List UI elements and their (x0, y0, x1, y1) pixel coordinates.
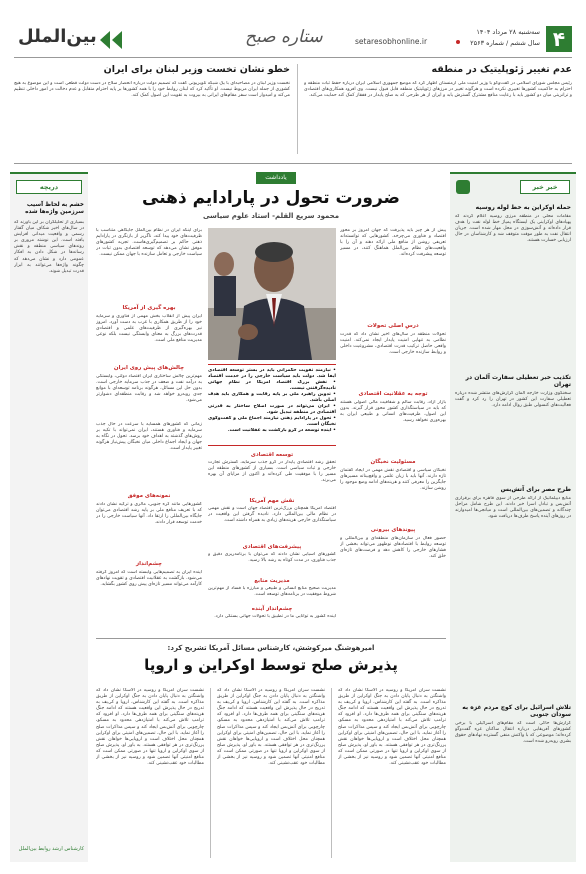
right-sidebar (450, 172, 576, 862)
sidebar-item-body: منابع دیپلماتیک از ارائه طرحی از سوی قاهره برای برقراری آتش‌بس و تبادل اسرا خبر دادند. این طرح شامل مراحل چندگانه و تضمین‌های بین‌المللی است و میانجی‌ها امیدوارند در روزهای آینده پاسخ طرف‌ها دریافت شود. (455, 496, 571, 520)
paragraph: ایران پیش از انقلاب بخش مهمی از فناوری و سرمایه خود را از طریق همکاری با غرب به دست آورد. امروز نیز بهره‌گیری از ظرفیت‌های علمی و اقتصادی قدرت‌های بزرگ به معنای وابستگی نیست بلکه نوعی مدیریت منافع ملی است. (96, 314, 202, 344)
column-divider (331, 688, 332, 858)
subheading: مسئولیت نخبگان (370, 459, 416, 465)
subheading: توسعه اقتصادی (250, 452, 294, 458)
subheading: مدیریت منابع (254, 578, 290, 584)
paragraph: اقتصاد آمریکا همچنان بزرگ‌ترین اقتصاد جهان است و نقش مهمی در نظام مالی بین‌المللی دارد. نادیده گرفتن این واقعیت در سیاستگذاری خارجی هزینه‌های زیادی به همراه داشته است. (208, 506, 336, 524)
column-lower-left (96, 422, 202, 628)
bottom-divider (96, 638, 446, 639)
subheading: نقش مهم آمریکا (249, 498, 295, 504)
sidebar-title: خشم به لحاظ آسیب سرزمین واژه‌ها شده (25, 202, 84, 215)
sidebar-author: کارشناس ارشد روابط بین‌الملل (18, 846, 84, 852)
site-dot-icon (456, 40, 460, 44)
sidebar-item (455, 374, 571, 481)
sidebar-item-title: حمله اوکراین به خط لوله روسیه (475, 204, 571, 211)
bottom-headline: پذیرش صلح توسط اوکراین و اروپا (144, 656, 398, 674)
column-divider (297, 64, 298, 154)
subheading: چشم‌انداز (135, 561, 163, 567)
subheading: نمونه‌های موفق (127, 493, 171, 499)
section-divider (14, 163, 572, 164)
header-divider (14, 57, 572, 58)
sidebar-item (455, 486, 571, 696)
sidebar-item (455, 704, 571, 861)
bottom-kicker: امیرهوشنگ میرکوشش، کارشناس مسائل آمریکا تشریح کرد: (167, 644, 375, 652)
paragraph: مدیریت صحیح منابع انسانی و طبیعی و مبارزه با فساد از مهم‌ترین شروط موفقیت در برنامه‌های توسعه است. (208, 586, 336, 598)
paragraph: کشورهایی مانند کره جنوبی، مالزی و ترکیه نشان دادند که با تعریف منافع ملی بر پایه رشد اقتصادی می‌توان جایگاه بین‌المللی را ارتقا داد. آنها سیاست خارجی را در خدمت توسعه قرار دادند. (96, 502, 202, 526)
sidebar-body: بسیاری از تحلیلگران بر این باورند که در سال‌های اخیر شکاف میان گفتار رسمی و واقعیت میدانی افزایش یافته است. این نوشته مروری بر روندهای سیاسی منطقه و نقش رسانه‌ها در شکل دادن به افکار عمومی دارد و نشان می‌دهد که چگونه واژه‌ها می‌توانند به ابزار قدرت تبدیل شوند. (14, 220, 84, 274)
sidebar-item-title: طرح مصر برای آتش‌بس (500, 486, 571, 493)
subheading: پیوندهای بیرونی (370, 527, 416, 533)
column-divider (210, 688, 211, 858)
top-left-story (14, 64, 290, 156)
paragraph: زمانی که کشورهای همسایه با سرعت در حال جذب سرمایه و فناوری هستند، ایران نمی‌تواند با تکیه بر روش‌های گذشته به اهداف خود برسد. تحول در نگاه به جهان و ایجاد اجماع داخلی میان نخبگان پیش‌نیاز هرگونه تغییر پایدار است. (96, 422, 202, 452)
story-body: نخست وزیر لبنان در مصاحبه‌ای با یک شبکه تلویزیونی گفت که تصمیم دولت درباره انحصار سلاح در دست دولت قطعی است و این موضوع به هیچ کشوری از جمله ایران مربوط نیست. او تأکید کرد که لبنان روابط خود را با همه کشورها بر پایه احترام متقابل و عدم دخالت در امور داخلی تنظیم می‌کند و امیدوار است سفر مقام‌های ایرانی به بیروت به تقویت این اصول کمک کند. (14, 81, 290, 99)
sidebar-label: خبر خبر (532, 183, 558, 191)
sidebar-item-body: گزارش‌ها حاکی است که مقام‌های اسرائیلی با برخی کشورهای آفریقایی درباره انتقال ساکنان غزه گفت‌وگو کرده‌اند؛ موضوعی که با واکنش منفی گسترده نهادهای حقوق بشری روبه‌رو شده است. (455, 721, 571, 745)
sidebar-item (455, 204, 571, 366)
paragraph: حضور فعال در سازمان‌های منطقه‌ای و بین‌المللی و توسعه روابط با اقتصادهای نوظهور می‌تواند بخشی از فشارهای خارجی را کاهش دهد و فرصت‌های تازه‌ای خلق کند. (340, 536, 446, 560)
pull-quote-item: • ایران می‌تواند در صورت اصلاح ساختار به قدرتی اقتصادی در منطقه تبدیل شود. (208, 404, 336, 416)
paragraph: آینده کشور به توانایی ما در تطبیق با تحولات جهانی بستگی دارد. (214, 614, 336, 619)
masthead-logo: ستاره صبح (245, 27, 323, 47)
article-photo (208, 228, 336, 360)
chevron-left-icon (100, 31, 110, 49)
pull-quote-item: • نقش بزرگ اقتصاد آمریکا در نظام جهانی نادیده‌گرفتنی نیست. (208, 380, 336, 392)
headline: خطو نشان تخست وزیر لبنان برای ایران (103, 64, 290, 75)
pull-quote-box (208, 364, 336, 446)
subheading: توجه به عقلانیت اقتصادی (358, 391, 428, 397)
story-body: رئیس مجلس شورای اسلامی در گفت‌وگو با وزیر امنیت ملی ارمنستان اظهار کرد که موضع جمهوری اسلامی ایران درباره حفظ ثبات منطقه و احترام به حاکمیت کشورها تغییری نکرده است و هرگونه تغییر در مرزهای ژئوپلیتیک منطقه قابل قبول نیست. وی افزود همکاری‌های اقتصادی و ترانزیتی میان دو کشور باید با رعایت منافع مشترک گسترش یابد و ایران از هر طرحی که به صلح پایدار در قفقاز کمک کند حمایت می‌کند. (304, 81, 572, 99)
kicker-box (256, 172, 296, 184)
main-headline: ضرورت تحول در پارادایم ذهنی (142, 188, 400, 208)
paragraph: برای اینکه ایران در نظام بین‌الملل جایگاهی متناسب با ظرفیت‌های خود پیدا کند، ناگزیر از بازنگری در پارادایم ذهنی حاکم بر تصمیم‌گیری‌هاست. تجربه کشورهای موفق نشان می‌دهد که توسعه اقتصادی بدون ثبات در سیاست خارجی و تعامل سازنده با جهان ممکن نیست. (96, 228, 202, 258)
site-url[interactable]: setaresobhonline.ir (355, 37, 428, 46)
column-right (340, 228, 446, 628)
paragraph: نخبگان سیاسی و اقتصادی نقش مهمی در ایجاد گفتمان تازه دارند. آنها باید با زبان علمی و واقع‌بینانه مسیرهای جایگزین را معرفی کنند و هزینه‌های ادامه وضع موجود را روشن سازند. (340, 468, 446, 492)
sidebar-item-body: مقامات محلی در منطقه مرزی روسیه اعلام کردند که پهپادهای اوکراینی یک ایستگاه پمپاژ خط لوله نفت را هدف قرار داده‌اند و آتش‌سوزی در محل مهار شده است. جریان انتقال نفت به طور موقت متوقف شد و کارشناسان در حال ارزیابی خسارت هستند. (455, 214, 571, 244)
bottom-col-middle: نشست سران آمریکا و روسیه در آلاسکا نشان داد که واشنگتن به دنبال پایان دادن به جنگ اوکراین از طریق مذاکره است. به گفته این کارشناس، اروپا و کی‌یف به تدریج در حال پذیرش این واقعیت هستند که ادامه جنگ هزینه‌های سنگینی برای همه طرف‌ها دارد. او افزود که ترامپ تلاش می‌کند با امتیازدهی محدود به مسکو، چارچوبی برای آتش‌بس ایجاد کند و سپس مذاکرات صلح را آغاز نماید. با این حال، تضمین‌های امنیتی برای اوکراین همچنان محل اختلاف است و اروپایی‌ها خواهان نقش پررنگ‌تری در هر توافقی هستند. به باور او، پذیرش صلح از سوی اوکراین و اروپا تنها در صورتی ممکن است که منافع امنیتی آنها تضمین شود و روسیه نیز از بخشی از مطالبات خود عقب‌نشینی کند. (217, 688, 325, 767)
paragraph: آینده ایران به تصمیم‌هایی وابسته است که امروز گرفته می‌شود. بازگشت به عقلانیت اقتصادی و تقویت نهادهای کارآمد می‌تواند مسیر تازه‌ای پیش روی کشور بگشاید. (96, 570, 202, 588)
section-title: بین‌الملل (18, 26, 97, 47)
byline: محمود سریع القلم- استاد علوم سیاسی (202, 212, 340, 220)
paragraph: پیش از هر چیز باید پذیرفت که جهان امروز بر محور اقتصاد و فناوری می‌چرخد. کشورهایی که توانسته‌اند تعریفی روشن از منافع ملی ارائه دهند و آن را با واقعیت‌های نظام بین‌الملل هماهنگ کنند، در مسیر توسعه پیشرفت کرده‌اند. (340, 228, 446, 258)
bottom-col-right: نشست سران آمریکا و روسیه در آلاسکا نشان داد که واشنگتن به دنبال پایان دادن به جنگ اوکراین از طریق مذاکره است. به گفته این کارشناس، اروپا و کی‌یف به تدریج در حال پذیرش این واقعیت هستند که ادامه جنگ هزینه‌های سنگینی برای همه طرف‌ها دارد. او افزود که ترامپ تلاش می‌کند با امتیازدهی محدود به مسکو، چارچوبی برای آتش‌بس ایجاد کند و سپس مذاکرات صلح را آغاز نماید. با این حال، تضمین‌های امنیتی برای اوکراین همچنان محل اختلاف است و اروپایی‌ها خواهان نقش پررنگ‌تری در هر توافقی هستند. به باور او، پذیرش صلح از سوی اوکراین و اروپا تنها در صورتی ممکن است که منافع امنیتی آنها تضمین شود و روسیه نیز از بخشی از مطالبات خود عقب‌نشینی کند. (338, 688, 446, 767)
paragraph: تحولات منطقه در سال‌های اخیر نشان داد که قدرت نظامی به تنهایی امنیت پایدار ایجاد نمی‌کند. امنیت واقعی حاصل ترکیب قدرت اقتصادی، مشروعیت داخلی و روابط سازنده خارجی است. (340, 332, 446, 356)
headline: عدم تغییر ژئوپلیتیک در منطقه (431, 64, 572, 75)
column-middle (96, 228, 202, 416)
top-right-story (304, 64, 572, 156)
left-sidebar (10, 172, 88, 862)
sidebar-item-body: سخنگوی وزارت خارجه آلمان گزارش‌های منتشر شده درباره تعطیلی سفارت این کشور در تهران را رد کرد و گفت فعالیت‌های کنسولی طبق روال ادامه دارد. (455, 391, 571, 409)
pull-quote-item: • تحول در پارادایم ذهنی نیازمند اجماع ملی و گفت‌وگوی نخبگان است. (208, 416, 336, 428)
pull-quote-item: • تدوین راهبرد ملی بر پایه رقابت و همکاری باید هدف اصلی باشد. (208, 392, 336, 404)
bottom-col-left: نشست سران آمریکا و روسیه در آلاسکا نشان داد که واشنگتن به دنبال پایان دادن به جنگ اوکراین از طریق مذاکره است. به گفته این کارشناس، اروپا و کی‌یف به تدریج در حال پذیرش این واقعیت هستند که ادامه جنگ هزینه‌های سنگینی برای همه طرف‌ها دارد. او افزود که ترامپ تلاش می‌کند با امتیازدهی محدود به مسکو، چارچوبی برای آتش‌بس ایجاد کند و سپس مذاکرات صلح را آغاز نماید. با این حال، تضمین‌های امنیتی برای اوکراین همچنان محل اختلاف است و اروپایی‌ها خواهان نقش پررنگ‌تری در هر توافقی هستند. به باور او، پذیرش صلح از سوی اوکراین و اروپا تنها در صورتی ممکن است که منافع امنیتی آنها تضمین شود و روسیه نیز از بخشی از مطالبات خود عقب‌نشینی کند. (96, 688, 204, 767)
paragraph: تحقق رشد اقتصادی پایدار در گرو جذب سرمایه، گسترش تجارت خارجی و ثبات سیاسی است. بسیاری از کشورهای منطقه این مسیر را با موفقیت طی کرده‌اند و اکنون از مزایای آن بهره می‌برند. (208, 460, 336, 484)
bottom-story (96, 644, 446, 864)
paragraph: کشورهای آسیایی نشان دادند که می‌توان با برنامه‌ریزی دقیق و جذب فناوری، در مدت کوتاه به رشد بالا رسید. (208, 552, 336, 564)
pull-quote-item: • نیازمند تقویت حکمرانی باید در بستر توسعه اقتصادی ایفا شد. دولت باید سیاست خارجی را در خدمت اقتصاد (208, 368, 336, 380)
subheading: چالش‌های پیش روی ایران (113, 365, 185, 371)
page-header (0, 0, 586, 58)
date-line: سه‌شنبه ۲۸ مرداد ۱۴۰۴ (476, 28, 540, 36)
kicker: یادداشت (265, 174, 287, 181)
sidebar-item-title: تکذیب خبر تعطیلی سفارت آلمان در تهران (465, 374, 571, 388)
subheading: چشم‌انداز آینده (251, 606, 293, 612)
sidebar-label: دریچه (39, 183, 59, 191)
pull-quote-item: • آینده توسعه در گرو بازگشت به عقلانیت است. (227, 428, 336, 433)
sidebar-item-title: تلاش اسرائیل برای کوچ مردم غزه به سودان جنوبی (462, 704, 571, 718)
page-number: ۴ (552, 27, 566, 51)
paragraph: مهم‌ترین چالش ساختاری ایران اقتصاد دولتی، وابستگی به درآمد نفت و ضعف در جذب سرمایه خارجی است. بدون حل این مسائل، هرگونه برنامه توسعه‌ای با موانع جدی روبه‌رو خواهد شد و رقابت منطقه‌ای دشوارتر می‌شود. (96, 374, 202, 404)
sidebar-label-box (520, 180, 570, 194)
subheading: پیشرفت‌های اقتصادی (242, 544, 302, 550)
column-lower-middle (208, 452, 336, 628)
page-number-box (546, 26, 572, 52)
chevron-left-icon (112, 31, 122, 49)
subheading: درسِ اصلی تحولات (367, 323, 419, 329)
main-article (96, 172, 446, 632)
paragraph: بازار آزاد، رقابت سالم و شفافیت مالی اصولی هستند که باید در سیاستگذاری کشور محور قرار گیرند. بدون این اصول، ظرفیت‌های انسانی و طبیعی ایران به بهره‌وری نخواهد رسید. (340, 400, 446, 424)
sidebar-logo-icon (456, 180, 470, 194)
sidebar-label-box (16, 180, 82, 194)
issue-line: سال ششم / شماره ۲۵۶۳ (470, 39, 540, 47)
subheading: بهره گیری از آمریکا (122, 305, 176, 311)
